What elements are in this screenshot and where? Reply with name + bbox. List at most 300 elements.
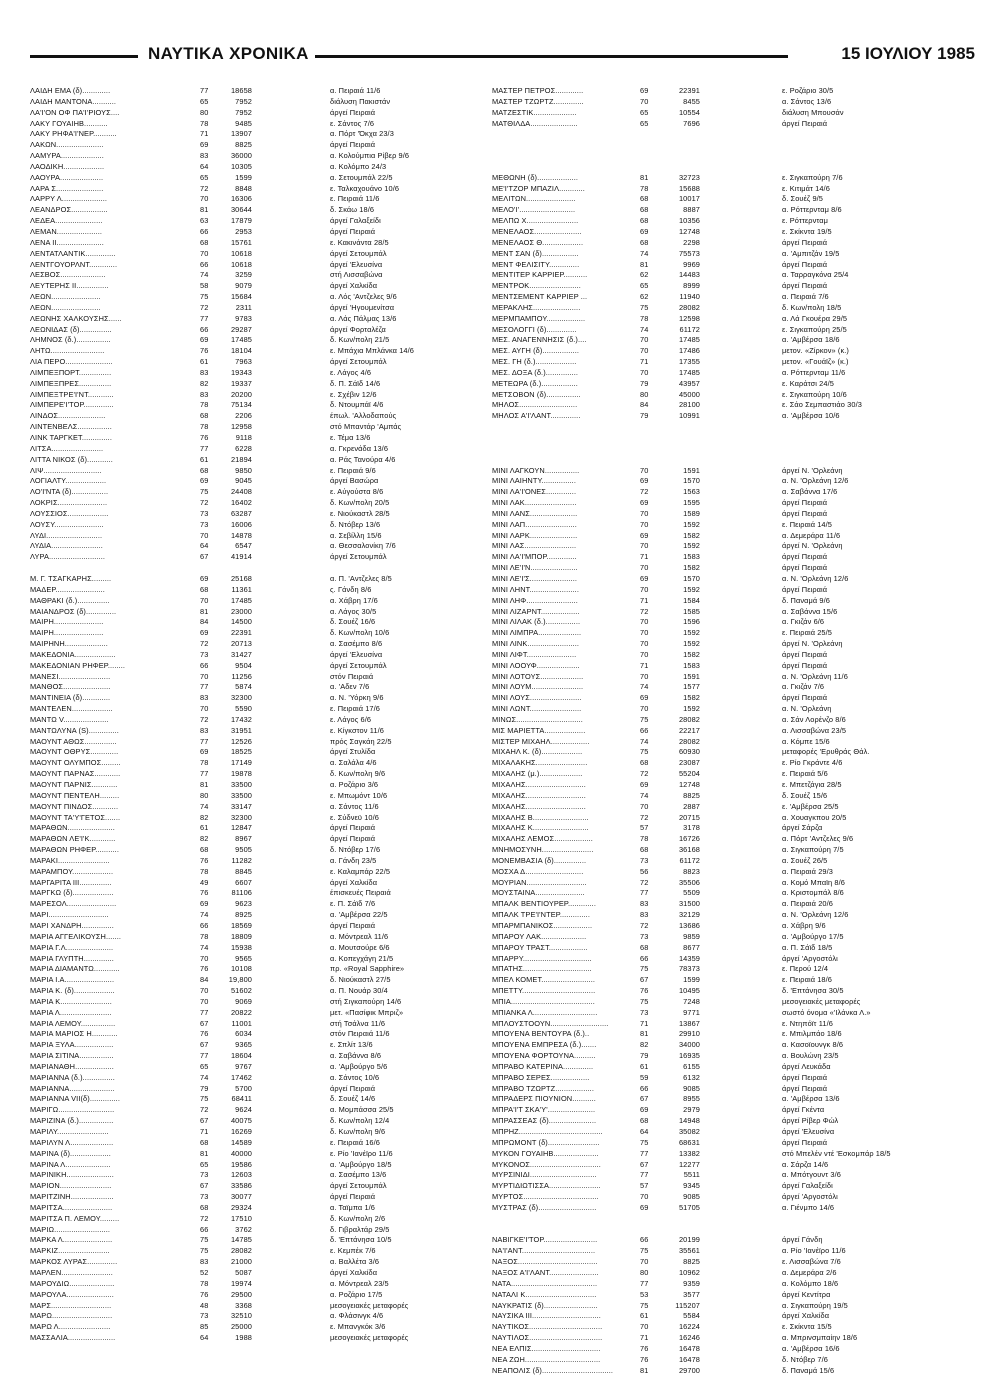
ship-row [492,531,977,542]
tonnage: 6132 [683,1072,700,1082]
tonnage: 51602 [230,986,252,996]
ship-name: ΜΑΡΩ Λ........................ [30,1322,111,1332]
tonnage: 18809 [230,931,252,941]
ship-status: α. Πόρτ 'Όκχα 23/3 [330,129,394,139]
ship-name: ΛΑΡΡΥ Λ..................... [30,194,108,204]
ship-name: Μ. Γ. ΤΣΑΓΚΑΡΗΣ......... [30,573,112,583]
header-rule-left [30,55,138,58]
build-year: 65 [200,1159,209,1169]
ship-name: ΜΑΡΙΝΙΚΗ...................... [30,1170,114,1180]
ship-name: ΝΑΥΤΙΛΟΣ.................................. [492,1333,603,1343]
ship-name: ΜΑΤΖΕΣΤΙΚ.................... [492,107,577,117]
tonnage: 115207 [675,1300,700,1310]
ship-row [30,129,475,140]
build-year: 69 [200,476,209,486]
ship-name: ΜΑΟΥΝΤ ΠΕΝΤΕΛΗ......... [30,790,120,800]
tonnage: 16246 [678,1333,700,1343]
ship-row [30,1257,475,1268]
ship-row [30,1138,475,1149]
ship-row [30,476,475,487]
build-year: 56 [640,866,649,876]
tonnage: 18525 [230,747,252,757]
tonnage: 8825 [683,790,700,800]
ship-name: ΜΠΕΤΤΥ.................................. [492,986,596,996]
ship-name: ΜΙΝΙ ΛΟΥΣ........................ [492,693,582,703]
ship-status: μεσογειακές μεταφορές [782,996,861,1006]
ship-name: ΜΙΝΙ ΛΕ'Ι'Ν...................... [492,563,578,573]
ship-status: α. Δεμεράρα 11/6 [782,530,841,540]
tonnage: 17149 [230,758,252,768]
ship-status: α. Κολόμπο 24/3 [330,161,387,171]
ship-row [30,1279,475,1290]
ship-name: ΛΙΜΠΕΞΠΡΕΣ............... [30,378,112,388]
tonnage: 16478 [678,1354,700,1364]
build-year: 81 [640,1365,649,1375]
ship-name: ΝΑΥΣΙΚΑ ΙΙΙ................................ [492,1311,601,1321]
tonnage: 5511 [683,1170,700,1180]
ship-status: α. Σαβάννα 15/6 [782,606,838,616]
ship-status: ε. Ταλκαχουάνο 10/6 [330,183,400,193]
ship-status: ε. Κίγκστον 11/6 [330,725,384,735]
ship-row [30,1127,475,1138]
ship-name: ΜΠΑΛΚ ΒΕΝΤΙΟΥΡΕΡ............. [492,899,596,909]
tonnage: 40000 [230,1148,252,1158]
ship-status: δ. Π. Σάϊδ 14/6 [330,378,381,388]
tonnage: 1585 [683,606,700,616]
ship-row [30,943,475,954]
ship-status: δ. Κων/πολη 9/6 [330,769,386,779]
ship-name: ΜΙΧΑΛΗΣ Β.......................... [492,812,589,822]
tonnage: 11940 [679,292,700,302]
tonnage: 9850 [235,465,252,475]
ship-name: ΜΙΝΙ ΛΑΚ........................ [492,498,577,508]
ship-name: ΜΠΑΛΚ ΤΡΕ'Ι'ΝΤΕΡ.............. [492,910,590,920]
ship-name: ΜΑΡΙΑ Γ.Λ...................... [30,942,114,952]
tonnage: 5509 [683,888,700,898]
spacer [492,455,977,466]
ship-status: δ. Σουέζ 9/5 [782,194,824,204]
build-year: 52 [200,1267,209,1277]
ship-status: α. Χάβρη 9/6 [782,920,826,930]
ship-row [30,574,475,585]
build-year: 84 [200,975,209,985]
ship-row [30,390,475,401]
spacer [492,422,977,433]
ship-status: ε. Λάγος 4/6 [330,367,372,377]
tonnage: 35506 [678,877,700,887]
ship-row [492,791,977,802]
ship-row [30,1203,475,1214]
ship-name: ΜΠΙΑΝΚΑ Λ.............................. [492,1007,598,1017]
tonnage: 55204 [678,769,700,779]
tonnage: 6547 [235,541,252,551]
ship-status: άργεί Πειραιά [330,107,376,117]
ship-row [30,964,475,975]
ship-row [30,661,475,672]
ship-name: ΜΑΙΡΗ....................... [30,628,104,638]
ship-row [492,335,977,346]
tonnage: 17355 [678,357,700,367]
ship-status: α. Ν. 'Ορλεάνη 11/6 [782,671,848,681]
build-year: 70 [640,649,649,659]
build-year: 72 [640,812,649,822]
ship-name: ΜΝΗΜΟΣΥΝΗ........................ [492,845,594,855]
ship-row [30,834,475,845]
tonnage: 1577 [683,682,700,692]
ship-row [492,943,977,954]
ship-row [30,921,475,932]
tonnage: 51705 [678,1202,700,1212]
ship-row [30,1160,475,1171]
build-year: 75 [640,1300,649,1310]
ship-name: ΜΑΡΙΑ ΛΕΜΟΥ................ [30,1018,116,1028]
tonnage: 32300 [230,693,252,703]
ship-status: άργεί Πειραιά [782,660,828,670]
ship-name: ΝΑΥΚΡΑΤΙΣ (δ)......................... [492,1300,598,1310]
ship-name: ΜΑΡΙΑΝΝΑ (δ.)............... [30,1072,115,1082]
tonnage: 25000 [230,1322,252,1332]
ship-row [492,758,977,769]
ship-name: ΜΕΛΙΤΩΝ....................... [492,194,576,204]
ship-name: ΜΠΟΥΕΝΑ ΦΟΡΤΟΥΝΑ.......... [492,1051,596,1061]
ship-name: ΜΠΛΟΥΣΤΟΟΥΝ........................... [492,1018,609,1028]
ship-row [30,346,475,357]
ship-status: α. 'Αμβέρσα 16/6 [782,1343,840,1353]
ship-row [30,1073,475,1084]
ship-row [30,758,475,769]
tonnage: 9767 [235,1061,252,1071]
tonnage: 14589 [230,1137,252,1147]
ship-name: ΜΠΡΑΒΟ ΤΖΩΡΤΖ.................. [492,1083,594,1093]
build-year: 70 [200,595,209,605]
build-year: 71 [640,1333,649,1343]
ship-name: ΜΑΡΑΚΙ........................ [30,855,110,865]
build-year: 72 [200,714,209,724]
build-year: 70 [640,335,649,345]
ship-row [492,856,977,867]
build-year: 70 [640,617,649,627]
tonnage: 28082 [230,1246,252,1256]
ship-status: α. 'Αμβέρσα 10/6 [782,411,840,421]
build-year: 82 [200,812,209,822]
ship-row [30,628,475,639]
ship-row [30,151,475,162]
ship-name: ΜΑΡΣ............................ [30,1300,112,1310]
ship-row [492,1311,977,1322]
ship-name: ΝΑΞΟΣ Α'Ι'ΛΑΝΤ....................... [492,1267,599,1277]
ship-status: έπωλ. 'Αλλοδαπούς [330,411,397,421]
ship-status: ε. Πειραιά 17/6 [330,704,381,714]
build-year: 71 [640,660,649,670]
build-year: 67 [200,1181,209,1191]
tonnage: 1592 [683,584,700,594]
ship-row [492,1279,977,1290]
build-year: 78 [200,866,209,876]
tonnage: 14785 [230,1235,252,1245]
ship-status: άργεί 'Ηγουμενίτσα [330,302,395,312]
ship-name: ΛΑΜΥΡΑ.................... [30,151,104,161]
build-year: 81 [640,1029,649,1039]
build-year: 76 [200,888,209,898]
ship-name: ΛΙΝΚ ΤΑΡΓΚΕΤ.............. [30,433,112,442]
ship-status: α. Γιένμπο 14/6 [782,1202,835,1212]
tonnage: 9359 [683,1278,700,1288]
ship-status: ε. Μπάχια Μπλάνκα 14/6 [330,346,414,356]
ship-row [492,325,977,336]
ship-status: ε. Περού 12/4 [782,964,829,974]
build-year: 74 [640,790,649,800]
tonnage: 15938 [230,942,252,952]
build-year: 69 [200,335,209,345]
ship-row [30,119,475,130]
tonnage: 29324 [230,1202,252,1212]
ship-row [492,682,977,693]
build-year: 68 [200,411,209,421]
build-year: 69 [640,498,649,508]
build-year: 70 [640,671,649,681]
tonnage: 8848 [235,183,252,193]
ship-row [492,910,977,921]
build-year: 74 [640,324,649,334]
build-year: 61 [200,357,209,367]
ship-row [492,119,977,130]
ship-name: ΜΙΝΙ ΛΑΠ........................ [492,519,577,529]
ship-row [30,498,475,509]
ship-row [492,1127,977,1138]
tonnage: 1570 [683,573,700,583]
ship-name: ΜΑΟΥΝΤ ΠΑΡΝΑΣ............ [30,769,121,779]
ship-name: ΜΑΝΘΟΣ...................... [30,682,111,692]
ship-row [30,140,475,151]
ship-row [492,390,977,401]
build-year: 78 [200,400,209,410]
ship-status: άργεί Λευκάδα [782,1061,831,1071]
ship-status: α. Λάγος 30/5 [330,606,377,616]
ship-row [30,270,475,281]
tonnage: 29500 [230,1289,252,1299]
tonnage: 33586 [230,1181,252,1191]
ship-row [492,1290,977,1301]
ship-name: ΛΟΥΣΣΙΟΣ................... [30,508,109,518]
ship-status: α. Γκιζάν 7/6 [782,682,825,692]
ship-name: ΜΑΚΕΔΟΝΙΑ................... [30,649,116,659]
ship-name: ΜΕΝΤΙΤΕΡ ΚΑΡΡΙΕΡ........... [492,270,588,280]
ship-status: α. Σάντος 13/6 [782,96,832,106]
ship-status: α. 'Αμβούργο 17/5 [782,931,844,941]
ship-status: ε. Π. Σάϊδ 7/6 [330,899,376,909]
ship-row [30,1301,475,1312]
ship-status: α. Χάβρη 17/6 [330,595,378,605]
ship-status: άργεί Πειραιά [782,649,828,659]
tonnage: 24408 [230,487,252,497]
build-year: 81 [200,780,209,789]
ship-row [492,1008,977,1019]
build-year: 81 [640,259,649,269]
tonnage: 2298 [683,237,700,247]
ship-name: ΜΥΚΟΝΟΣ................................. [492,1159,601,1169]
ship-row [492,357,977,368]
build-year: 78 [200,931,209,941]
ship-row [492,400,977,411]
ship-status: α. Κριστομπάλ 8/6 [782,888,844,898]
ship-status: μεσογειακές μεταφορές [330,1300,409,1310]
build-year: 65 [200,172,209,182]
tonnage: 18569 [230,920,252,930]
ship-row [492,639,977,650]
ship-name: ΜΟΣΧΑ Δ........................... [492,866,584,876]
build-year: 64 [200,1333,209,1343]
tonnage: 32129 [678,910,700,920]
ship-row [492,1235,977,1246]
ship-name: ΜΙΝΙ ΛΑΣ........................ [492,541,577,551]
ship-status: άργεί Γκέντα [782,1105,825,1115]
ship-name: ΜΙΝΙ ΛΗΦ........................ [492,595,578,605]
build-year: 79 [200,1083,209,1093]
build-year: 73 [640,931,649,941]
ship-status: α. Σετουμπάλ 22/5 [330,172,393,182]
ship-status: α. Ν. 'Ορλεάνη [782,704,832,714]
ship-name: ΜΙΧΑΛΗΣ ΛΕΜΟΣ.................. [492,834,593,844]
ship-row [30,1225,475,1236]
ship-name: ΜΑΡΙΛΥ........................ [30,1127,109,1136]
ship-row [30,1040,475,1051]
ship-row [492,552,977,563]
tonnage: 7952 [235,107,252,117]
tonnage: 10017 [678,194,700,204]
ship-name: ΜΙΧΑΛΑΚΗΣ........................ [492,758,588,768]
ship-status: άργεί Πειραιά [782,281,828,291]
ship-name: ΛΙΝΤΕΝΒΕΛΣ................ [30,422,112,432]
build-year: 70 [640,541,649,551]
build-year: 74 [200,942,209,952]
ship-name: ΜΑΔΕΡ....................... [30,584,105,594]
build-year: 69 [640,226,649,236]
tonnage: 75134 [230,400,252,410]
tonnage: 5700 [235,1083,252,1093]
tonnage: 1592 [683,639,700,649]
ship-status: α. Θεσσαλονίκη 7/6 [330,541,396,551]
ship-name: ΜΙΧΑΛΗΣ............................ [492,780,586,789]
ship-name: ΛΙΜΠΕΡΕ'Ι'ΤΟΡ.............. [30,400,114,410]
ship-name: ΜΑΡΓΑΡΙΤΑ ΙΙΙ............... [30,877,112,887]
ship-row [30,325,475,336]
ship-status: α. Κολόμπο 18/6 [782,1278,839,1288]
ship-row [30,531,475,542]
tonnage: 30077 [230,1192,252,1202]
build-year: 70 [200,996,209,1006]
ship-name: ΜΑΡΙΑΝΝΑ VII(δ).............. [30,1094,120,1104]
ship-name: ΛΟ'Ι'ΝΤΑ (δ)................. [30,487,109,497]
tonnage: 11256 [231,671,252,681]
ship-name: ΜΙΝΙ ΛΙΖΑΡΝΤ.................. [492,606,580,616]
build-year: 76 [200,964,209,974]
ship-status: στή Λισσαβώνα [330,270,383,280]
ship-status: α. Χουαγκπου 20/5 [782,812,847,822]
tonnage: 8999 [683,281,700,291]
ship-name: ΜΑΡΙ............................ [30,910,109,920]
tonnage: 2311 [235,302,252,312]
ship-name: ΜΑΡΙ ΧΑΝΔΡΗ............... [30,920,114,930]
ship-status: ε. Πειραιά 9/6 [330,465,376,475]
tonnage: 23000 [230,606,252,616]
build-year: 78 [640,834,649,844]
ship-status: μετον. «Γουάϊζ» (κ.) [782,357,849,367]
ship-name: ΛΗΤΩ......................... [30,346,105,356]
ship-status: ε. Κακινάντα 28/5 [330,237,389,247]
build-year: 77 [200,769,209,779]
ship-row [492,1105,977,1116]
ship-name: ΛΑΡΑ Σ...................... [30,183,104,193]
build-year: 76 [200,346,209,356]
ship-row [30,1235,475,1246]
tonnage: 3577 [683,1289,700,1299]
tonnage: 14359 [678,953,700,963]
ship-name: ΜΑΝΤΙΝΕΙΑ (δ)............. [30,693,111,703]
ship-status: α. 'Αμπιτζάν 19/5 [782,248,840,258]
ship-row [492,813,977,824]
ship-status: α. Π. 'Αντζελες 8/5 [330,573,392,583]
tonnage: 7696 [683,118,700,128]
build-year: 72 [200,183,209,193]
tonnage: 28082 [678,714,700,724]
ship-name: ΜΑΡΙΑ Κ........................ [30,996,112,1006]
ship-name: ΛΥΔΙ.......................... [30,530,103,540]
ship-name: ΜΑΟΥΝΤ ΟΘΡΥΣ............. [30,747,119,757]
ship-row [492,921,977,932]
ship-name: ΜΙΝΙ ΛΙΛΑΚ (δ.)................ [492,617,581,627]
ship-name: ΛΕΩΝΗΣ ΧΑΛΚΟΥΣΗΣ...... [30,313,122,323]
ship-name: ΜΑΡΑΘΩΝ ΡΗΦΕΡ........... [30,845,119,855]
ship-name: ΜΙΧΑΛΗΣ............................ [492,790,586,800]
tonnage: 1591 [683,671,700,681]
ship-status: δ. Κων/πολη 20/5 [330,498,390,508]
ship-status: α. Π. Νουάρ 30/4 [330,986,388,996]
ship-status: άργεί Γάνδη [782,1235,823,1245]
ship-status: α. Ράς Τανούρα 4/6 [330,454,396,464]
build-year: 70 [640,563,649,573]
tonnage: 33147 [230,801,252,811]
build-year: 77 [640,888,649,898]
ship-name: ΜΟΝΕΜΒΑΣΙΑ (δ)............... [492,855,587,865]
ship-row [492,1333,977,1344]
ship-row [492,628,977,639]
ship-name: ΛΙΝΔΟΣ...................... [30,411,106,421]
ship-name: ΜΠΡΗΖ....................................... [492,1127,603,1136]
tonnage: 14483 [678,270,700,280]
ship-status: α. Σιγκαπούρη 7/5 [782,845,844,855]
build-year: 69 [200,140,209,150]
build-year: 64 [200,541,209,551]
build-year: 79 [640,1051,649,1061]
ship-name: ΜΑΡΛΕΝ........................ [30,1267,113,1277]
tonnage: 1582 [683,649,700,659]
ship-row [30,1084,475,1095]
ship-row [30,1094,475,1105]
ship-row [492,1344,977,1355]
build-year: 71 [200,129,209,139]
ship-row [492,715,977,726]
ship-status: α. Λάς Πάλμας 13/6 [330,313,397,323]
ship-status: ε. Σιγκαπούρη 10/6 [782,389,847,399]
ship-name: ΜΑΡΙΛΥΝ Λ.................... [30,1137,114,1147]
ship-status: δ. Παναμά 15/6 [782,1365,835,1375]
ship-row [492,194,977,205]
ship-row [30,747,475,758]
ship-row [492,249,977,260]
ship-status: α. Ροζάριο 17/5 [330,1289,383,1299]
ship-name: ΜΑΡΙΤΣΑ....................... [30,1202,113,1212]
ship-row [492,693,977,704]
